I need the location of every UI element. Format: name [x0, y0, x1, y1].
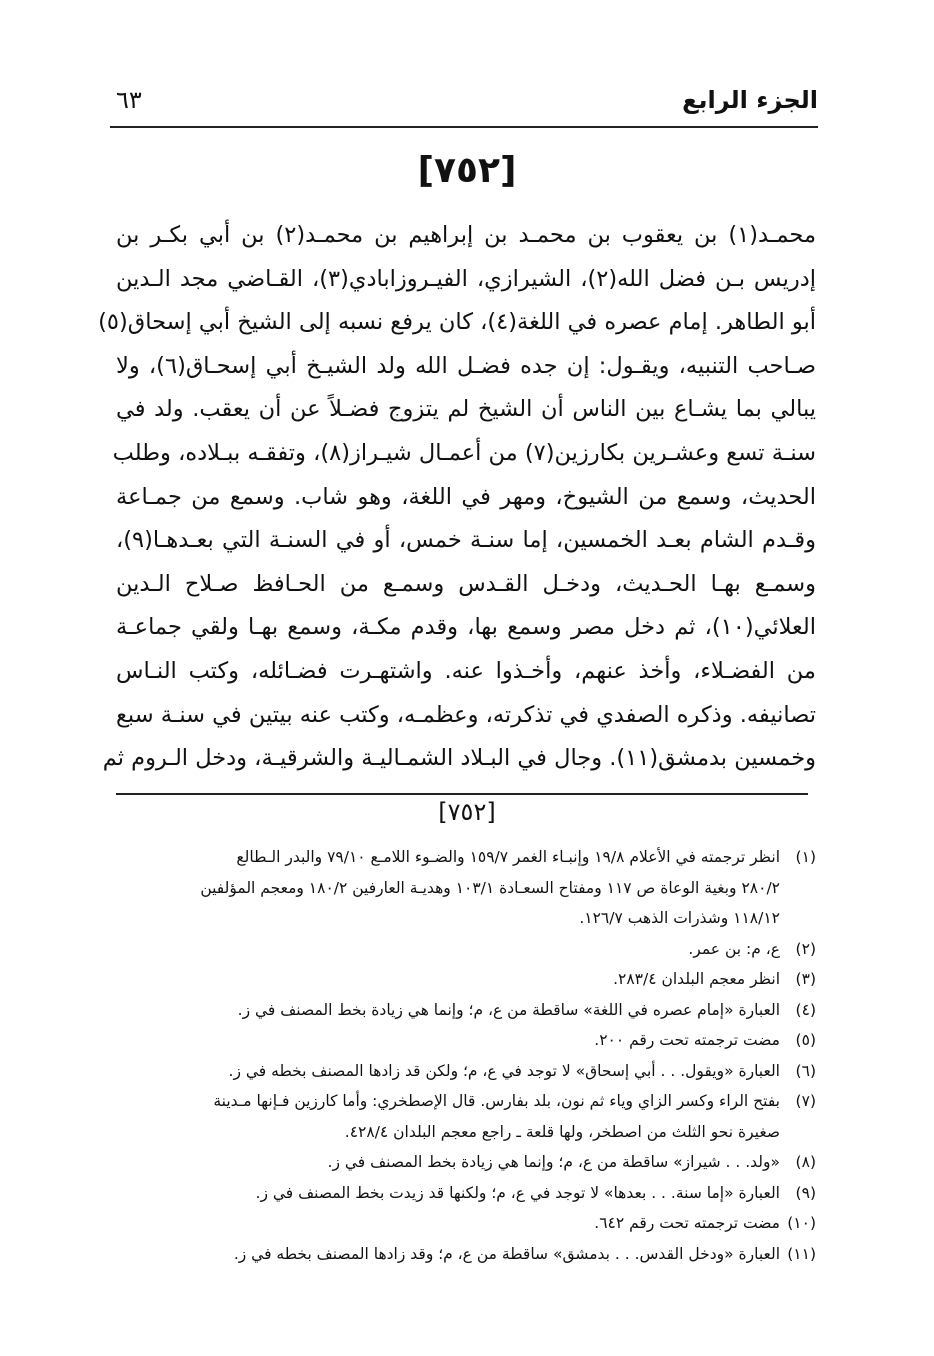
- footnote-marker: (٨): [795, 1153, 816, 1171]
- footnote-item: [112, 842, 816, 934]
- footnote-item: [112, 1056, 816, 1087]
- footnote-text: ع، م: بن عمر.: [688, 939, 780, 958]
- footnote-marker: (٧): [795, 1092, 816, 1110]
- body-line: صـاحب التنبيه، ويقـول: إن جده فضـل الله ولد الشيـخ أبي إسحـاق(٦)، ولا: [116, 352, 817, 379]
- body-line: وسمـع بهـا الحـديث، ودخـل القـدس وسمـع من الحـافظ صـلاح الـدين: [116, 570, 816, 597]
- footnote-item: [112, 1086, 816, 1147]
- footnote-text: مضت ترجمته تحت رقم ٢٠٠.: [594, 1031, 780, 1049]
- footnote-text: بفتح الراء وكسر الزاي وياء ثم نون، بلد بفارس. قال الإصطخري: وأما كارزين فـإنها مـدينة صغيرة نحو الثلث من اصطخر، ولها قلعة ـ راجع معجم البلدان ٤٢٨/٤.: [213, 1092, 780, 1141]
- footnote-text: العبارة «ودخل القدس. . . بدمشق» ساقطة من ع، م؛ وقد زادها المصنف بخطه في ز.: [233, 1244, 780, 1263]
- footnote-marker: (٢): [795, 939, 816, 958]
- body-line: محمـد(١) بن يعقوب بن محمـد بن إبراهيم بن محمـد(٢) بن أبي بكـر بن: [116, 222, 816, 248]
- footnote-item: [112, 1178, 816, 1209]
- footnote-item: [112, 1208, 816, 1239]
- footnote-text: انظر معجم البلدان ٢٨٣/٤.: [613, 970, 780, 988]
- body-line: وخمسين بدمشق(١١). وجال في البـلاد الشمـاليـة والشرقيـة، ودخل الـروم ثم: [102, 745, 816, 772]
- footnote-item: [112, 995, 816, 1026]
- footnote-marker: (٤): [795, 1000, 816, 1019]
- body-line: يبالي بما يشـاع بين الناس أن الشيخ لم يتزوج فضـلاً عن أن يعقب. ولد في: [116, 396, 816, 423]
- footnote-marker: (٥): [795, 1031, 816, 1049]
- footnote-text: انظر ترجمته في الأعلام ١٩/٨ وإنبـاء الغمر ١٥٩/٧ والضـوء اللامـع ٧٩/١٠ والبدر الـطالع ٢٨٠/٢ وبغية الوعاة ص ١١٧ ومفتاح السعـادة ١٠٣/١ وهديـة العارفين ١٨٠/٢ ومعجم المؤلفين ١١٨/١٢ وشذرات الذهب ١٢٦/٧.: [200, 848, 780, 927]
- footnote-marker: (٣): [795, 970, 816, 988]
- page-header: [110, 82, 818, 128]
- body-line: إدريس بـن فضل الله(٢)، الشيرازي، الفيـروزابادي(٣)، القـاضي مجد الـدين: [116, 265, 817, 292]
- body-line: من الفضـلاء، وأخذ عنهم، وأخـذوا عنه. واشتهـرت فضـائله، وكتب النـاس: [116, 657, 816, 684]
- footnote-text: العبارة «إما سنة. . . بعدها» لا توجد في ع، م؛ ولكنها قد زيدت بخط المصنف في ز.: [255, 1183, 780, 1202]
- body-line: وقـدم الشام بعـد الخمسين، إما سنـة خمس، أو في السنـة التي بعـدهـا(٩)،: [116, 527, 816, 554]
- entry-body: [98, 214, 817, 781]
- footnote-item: [112, 1147, 816, 1178]
- footnote-item: [112, 934, 816, 965]
- body-line: سنـة تسع وعشـرين بكارزين(٧) من أعمـال شيـراز(٨)، وتفقـه ببـلاده، وطلب: [112, 439, 816, 466]
- footnote-marker: (١٠): [787, 1214, 816, 1232]
- entry-number: [٧٥٢]: [417, 150, 517, 191]
- footnote-item: [112, 1025, 816, 1056]
- footnote-text: «ولد. . . شيراز» ساقطة من ع، م؛ وإنما هي زيادة بخط المصنف في ز.: [327, 1153, 780, 1171]
- page-number: ٦٣: [116, 86, 142, 114]
- footnote-item: [112, 1239, 816, 1270]
- footnote-marker: (١): [795, 848, 816, 866]
- footnote-text: مضت ترجمته تحت رقم ٦٤٢.: [594, 1214, 780, 1232]
- footnotes-list: [112, 842, 816, 1269]
- footnote-text: العبارة «إمام عصره في اللغة» ساقطة من ع، م؛ وإنما هي زيادة بخط المصنف في ز.: [237, 1000, 780, 1019]
- body-line: العلائي(١٠)، ثم دخل مصر وسمع بها، وقدم مكـة، وسمع بهـا ولقي جماعـة: [116, 614, 816, 641]
- footnote-marker: (١١): [787, 1244, 816, 1263]
- footnote-item: [112, 964, 816, 995]
- body-line: تصانيفه. وذكره الصفدي في تذكرته، وعظمـه، وكتب عنه بيتين في سنـة سبع: [115, 701, 816, 728]
- footnote-marker: (٦): [795, 1061, 816, 1080]
- footnote-marker: (٩): [795, 1183, 816, 1202]
- footnote-text: العبارة «ويقول. . . أبي إسحاق» لا توجد في ع، م؛ ولكن قد زادها المصنف بخطه في ز.: [228, 1061, 780, 1080]
- footnote-divider: [116, 793, 808, 795]
- footnotes-title: [٧٥٢]: [438, 798, 496, 826]
- body-line: أبو الطاهر. إمام عصره في اللغة(٤)، كان يرفع نسبه إلى الشيخ أبي إسحاق(٥): [98, 309, 816, 336]
- body-line: الحديث، وسمع من الشيوخ، ومهر في اللغة، وهو شاب. وسمع من جمـاعة: [116, 483, 816, 510]
- running-head: الجزء الرابع: [682, 86, 818, 114]
